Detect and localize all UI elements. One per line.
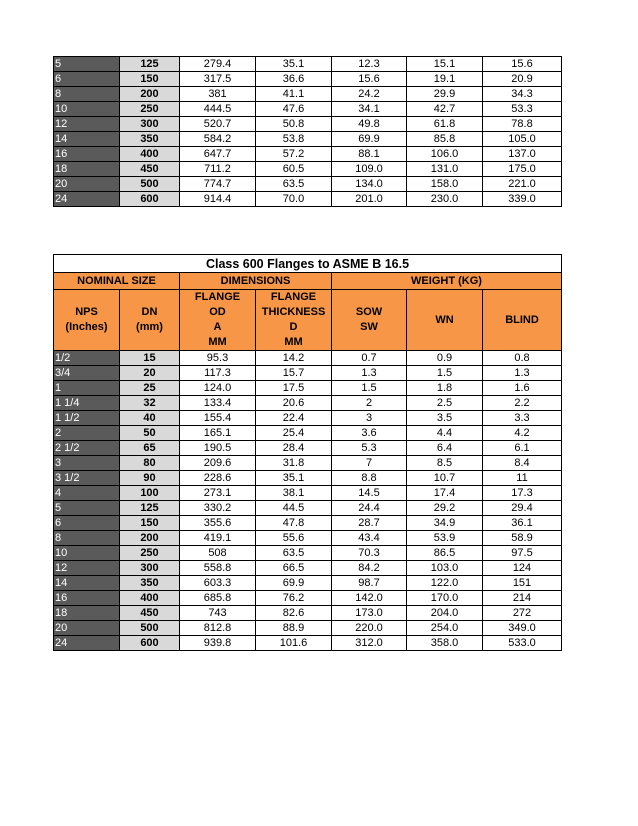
table-cell: 16	[54, 591, 120, 606]
table-cell: 40	[120, 411, 180, 426]
table-cell: 34.9	[407, 516, 483, 531]
table-cell: 355.6	[180, 516, 256, 531]
table-cell: 0.9	[407, 351, 483, 366]
table-cell: 134.0	[332, 177, 407, 192]
table-row	[54, 516, 562, 531]
table-cell: 28.4	[256, 441, 332, 456]
table-body	[54, 57, 562, 207]
table-cell: 584.2	[180, 132, 256, 147]
table-cell: 173.0	[332, 606, 407, 621]
table-cell: 101.6	[256, 636, 332, 651]
table-cell: 78.8	[483, 117, 562, 132]
table-cell: 14.5	[332, 486, 407, 501]
table-cell: 88.9	[256, 621, 332, 636]
table-cell: 34.3	[483, 87, 562, 102]
table-row	[54, 102, 562, 117]
table-row	[54, 132, 562, 147]
table-cell: 520.7	[180, 117, 256, 132]
table-cell: 350	[120, 132, 180, 147]
table-cell: 18	[54, 162, 120, 177]
table-title: Class 600 Flanges to ASME B 16.5	[54, 255, 562, 273]
table-cell: 158.0	[407, 177, 483, 192]
table-cell: 97.5	[483, 546, 562, 561]
table-cell: 209.6	[180, 456, 256, 471]
table-row	[54, 381, 562, 396]
table-cell: 2.2	[483, 396, 562, 411]
header-line: (Inches)	[65, 321, 108, 333]
table-cell: 1/2	[54, 351, 120, 366]
table-cell: 36.1	[483, 516, 562, 531]
table-cell: 419.1	[180, 531, 256, 546]
table-cell: 14	[54, 576, 120, 591]
table-cell: 317.5	[180, 72, 256, 87]
table-cell: 12	[54, 561, 120, 576]
nps-column-header	[54, 290, 120, 351]
table-cell: 558.8	[180, 561, 256, 576]
table-cell: 300	[120, 561, 180, 576]
table-cell: 2	[54, 426, 120, 441]
table-cell: 381	[180, 87, 256, 102]
table-cell: 4	[54, 486, 120, 501]
table-cell: 7	[332, 456, 407, 471]
header-line: D	[289, 321, 298, 333]
table-row	[54, 87, 562, 102]
table-cell: 254.0	[407, 621, 483, 636]
table-cell: 272	[483, 606, 562, 621]
table-cell: 105.0	[483, 132, 562, 147]
table-cell: 15	[120, 351, 180, 366]
table-cell: 500	[120, 177, 180, 192]
table-cell: 214	[483, 591, 562, 606]
table-cell: 106.0	[407, 147, 483, 162]
wn-column-header: WN	[407, 290, 483, 351]
table-cell: 450	[120, 162, 180, 177]
table-row	[54, 531, 562, 546]
table-cell: 6.4	[407, 441, 483, 456]
table-cell: 17.5	[256, 381, 332, 396]
table-cell: 125	[120, 501, 180, 516]
table-cell: 8.8	[332, 471, 407, 486]
table-cell: 47.6	[256, 102, 332, 117]
table-cell: 204.0	[407, 606, 483, 621]
table-cell: 170.0	[407, 591, 483, 606]
table-cell: 743	[180, 606, 256, 621]
table-cell: 450	[120, 606, 180, 621]
table-cell: 58.9	[483, 531, 562, 546]
table-cell: 25.4	[256, 426, 332, 441]
table-cell: 142.0	[332, 591, 407, 606]
table-cell: 6	[54, 72, 120, 87]
table-cell: 4.2	[483, 426, 562, 441]
table-cell: 10.7	[407, 471, 483, 486]
table-cell: 50.8	[256, 117, 332, 132]
table-cell: 600	[120, 192, 180, 207]
table-cell: 200	[120, 531, 180, 546]
table-row	[54, 351, 562, 366]
header-line: OD	[209, 306, 226, 318]
table-cell: 201.0	[332, 192, 407, 207]
table-cell: 200	[120, 87, 180, 102]
table-cell: 124.0	[180, 381, 256, 396]
table-cell: 70.0	[256, 192, 332, 207]
table-cell: 812.8	[180, 621, 256, 636]
table-cell: 24.4	[332, 501, 407, 516]
table-row	[54, 636, 562, 651]
table-row	[54, 177, 562, 192]
table-cell: 66.5	[256, 561, 332, 576]
table-row	[54, 426, 562, 441]
table-cell: 11	[483, 471, 562, 486]
table-cell: 47.8	[256, 516, 332, 531]
table-cell: 190.5	[180, 441, 256, 456]
table-cell: 29.2	[407, 501, 483, 516]
header-line: NPS	[75, 306, 98, 318]
nominal-size-header: NOMINAL SIZE	[54, 273, 180, 290]
table-cell: 55.6	[256, 531, 332, 546]
table-cell: 117.3	[180, 366, 256, 381]
table-cell: 14	[54, 132, 120, 147]
table-row	[54, 411, 562, 426]
table-cell: 155.4	[180, 411, 256, 426]
table-cell: 228.6	[180, 471, 256, 486]
table-cell: 6	[54, 516, 120, 531]
table-cell: 300	[120, 117, 180, 132]
table-cell: 76.2	[256, 591, 332, 606]
table-cell: 125	[120, 57, 180, 72]
table-cell: 0.8	[483, 351, 562, 366]
table-cell: 22.4	[256, 411, 332, 426]
table-cell: 400	[120, 591, 180, 606]
class-table-top	[53, 56, 562, 207]
table-cell: 8.4	[483, 456, 562, 471]
table-cell: 122.0	[407, 576, 483, 591]
table-cell: 0.7	[332, 351, 407, 366]
table-cell: 339.0	[483, 192, 562, 207]
table-cell: 350	[120, 576, 180, 591]
table-cell: 508	[180, 546, 256, 561]
table-cell: 330.2	[180, 501, 256, 516]
table-cell: 151	[483, 576, 562, 591]
table-cell: 50	[120, 426, 180, 441]
table-row	[54, 441, 562, 456]
dn-column-header	[120, 290, 180, 351]
table-cell: 25	[120, 381, 180, 396]
table-cell: 16	[54, 147, 120, 162]
class-600-flanges-table	[53, 254, 562, 651]
table-row	[54, 366, 562, 381]
table-cell: 53.8	[256, 132, 332, 147]
table-cell: 10	[54, 546, 120, 561]
table-cell: 109.0	[332, 162, 407, 177]
table-cell: 69.9	[332, 132, 407, 147]
table-cell: 150	[120, 516, 180, 531]
table-cell: 533.0	[483, 636, 562, 651]
table-cell: 6.1	[483, 441, 562, 456]
table-cell: 939.8	[180, 636, 256, 651]
table-cell: 8	[54, 531, 120, 546]
table-cell: 1 1/4	[54, 396, 120, 411]
table-cell: 63.5	[256, 177, 332, 192]
table-cell: 3	[54, 456, 120, 471]
table-row	[54, 456, 562, 471]
table-cell: 41.1	[256, 87, 332, 102]
table-row	[54, 72, 562, 87]
table-row	[54, 501, 562, 516]
table-cell: 647.7	[180, 147, 256, 162]
table-cell: 133.4	[180, 396, 256, 411]
table-cell: 15.6	[332, 72, 407, 87]
table-cell: 358.0	[407, 636, 483, 651]
table-cell: 63.5	[256, 546, 332, 561]
table-row	[54, 117, 562, 132]
table-cell: 20.9	[483, 72, 562, 87]
table-cell: 15.6	[483, 57, 562, 72]
table-cell: 400	[120, 147, 180, 162]
header-line: MM	[284, 336, 303, 348]
table-cell: 20	[54, 177, 120, 192]
table-cell: 69.9	[256, 576, 332, 591]
header-line: A	[213, 321, 222, 333]
table-cell: 18	[54, 606, 120, 621]
table-cell: 31.8	[256, 456, 332, 471]
table-cell: 3/4	[54, 366, 120, 381]
table-cell: 711.2	[180, 162, 256, 177]
sow-column-header	[332, 290, 407, 351]
table-row	[54, 162, 562, 177]
table-cell: 150	[120, 72, 180, 87]
table-cell: 42.7	[407, 102, 483, 117]
table-row	[54, 57, 562, 72]
table-row	[54, 576, 562, 591]
table-cell: 100	[120, 486, 180, 501]
table-cell: 90	[120, 471, 180, 486]
table-cell: 137.0	[483, 147, 562, 162]
table-row	[54, 621, 562, 636]
table-cell: 230.0	[407, 192, 483, 207]
table-cell: 1.3	[483, 366, 562, 381]
table-row	[54, 561, 562, 576]
header-line: FLANGE	[270, 291, 317, 303]
table-cell: 35.1	[256, 471, 332, 486]
table-row	[54, 486, 562, 501]
table-cell: 5	[54, 501, 120, 516]
table-cell: 84.2	[332, 561, 407, 576]
table-cell: 88.1	[332, 147, 407, 162]
table-cell: 34.1	[332, 102, 407, 117]
table-cell: 444.5	[180, 102, 256, 117]
table-row	[54, 192, 562, 207]
table-cell: 17.3	[483, 486, 562, 501]
table-cell: 15.7	[256, 366, 332, 381]
table-cell: 103.0	[407, 561, 483, 576]
table-cell: 349.0	[483, 621, 562, 636]
table-cell: 4.4	[407, 426, 483, 441]
table-cell: 685.8	[180, 591, 256, 606]
table-cell: 1.3	[332, 366, 407, 381]
table-cell: 221.0	[483, 177, 562, 192]
table-body	[54, 351, 562, 651]
blind-column-header: BLIND	[483, 290, 562, 351]
table-cell: 24	[54, 636, 120, 651]
table-cell: 250	[120, 102, 180, 117]
table-cell: 57.2	[256, 147, 332, 162]
table-cell: 20	[54, 621, 120, 636]
table-cell: 29.4	[483, 501, 562, 516]
dimensions-header: DIMENSIONS	[180, 273, 332, 290]
table-cell: 279.4	[180, 57, 256, 72]
table-cell: 53.3	[483, 102, 562, 117]
table-cell: 131.0	[407, 162, 483, 177]
header-line: FLANGE	[194, 291, 241, 303]
table-cell: 82.6	[256, 606, 332, 621]
table-cell: 3	[332, 411, 407, 426]
table-cell: 1.8	[407, 381, 483, 396]
table-cell: 43.4	[332, 531, 407, 546]
table-cell: 1 1/2	[54, 411, 120, 426]
table-cell: 600	[120, 636, 180, 651]
header-line: (mm)	[136, 321, 163, 333]
table-cell: 8.5	[407, 456, 483, 471]
table-row	[54, 396, 562, 411]
table-cell: 8	[54, 87, 120, 102]
table-cell: 36.6	[256, 72, 332, 87]
table-cell: 98.7	[332, 576, 407, 591]
table-cell: 1	[54, 381, 120, 396]
weight-header: WEIGHT (KG)	[332, 273, 562, 290]
table-cell: 2	[332, 396, 407, 411]
table-row	[54, 546, 562, 561]
table-cell: 20	[120, 366, 180, 381]
flange-od-column-header	[180, 290, 256, 351]
table-cell: 175.0	[483, 162, 562, 177]
table-cell: 12	[54, 117, 120, 132]
table-cell: 3 1/2	[54, 471, 120, 486]
table-row	[54, 147, 562, 162]
table-cell: 500	[120, 621, 180, 636]
table-cell: 29.9	[407, 87, 483, 102]
table-cell: 2.5	[407, 396, 483, 411]
table-cell: 32	[120, 396, 180, 411]
table-cell: 20.6	[256, 396, 332, 411]
table-row	[54, 606, 562, 621]
table-cell: 61.8	[407, 117, 483, 132]
header-line: MM	[208, 336, 227, 348]
table-cell: 603.3	[180, 576, 256, 591]
table-cell: 70.3	[332, 546, 407, 561]
table-cell: 49.8	[332, 117, 407, 132]
table-cell: 2 1/2	[54, 441, 120, 456]
table-cell: 44.5	[256, 501, 332, 516]
table-cell: 53.9	[407, 531, 483, 546]
table-cell: 24	[54, 192, 120, 207]
table-cell: 35.1	[256, 57, 332, 72]
table-cell: 80	[120, 456, 180, 471]
table-row	[54, 471, 562, 486]
table-cell: 1.6	[483, 381, 562, 396]
table-cell: 19.1	[407, 72, 483, 87]
table-cell: 273.1	[180, 486, 256, 501]
table-cell: 165.1	[180, 426, 256, 441]
table-cell: 12.3	[332, 57, 407, 72]
table-cell: 1.5	[407, 366, 483, 381]
table-cell: 124	[483, 561, 562, 576]
header-line: DN	[141, 306, 158, 318]
table-cell: 85.8	[407, 132, 483, 147]
table-cell: 5	[54, 57, 120, 72]
table-cell: 3.3	[483, 411, 562, 426]
table-cell: 1.5	[332, 381, 407, 396]
table-cell: 24.2	[332, 87, 407, 102]
header-line: THICKNESS	[261, 306, 326, 318]
table-cell: 95.3	[180, 351, 256, 366]
table-cell: 3.6	[332, 426, 407, 441]
table-cell: 220.0	[332, 621, 407, 636]
table-cell: 10	[54, 102, 120, 117]
header-line: SOW	[355, 306, 383, 318]
table-cell: 60.5	[256, 162, 332, 177]
table-cell: 250	[120, 546, 180, 561]
table-cell: 312.0	[332, 636, 407, 651]
table-cell: 28.7	[332, 516, 407, 531]
table-cell: 86.5	[407, 546, 483, 561]
table-row	[54, 591, 562, 606]
table-cell: 15.1	[407, 57, 483, 72]
flange-thickness-column-header	[256, 290, 332, 351]
table-cell: 17.4	[407, 486, 483, 501]
table-cell: 914.4	[180, 192, 256, 207]
table-cell: 65	[120, 441, 180, 456]
table-cell: 774.7	[180, 177, 256, 192]
table-cell: 5.3	[332, 441, 407, 456]
table-cell: 14.2	[256, 351, 332, 366]
table-cell: 38.1	[256, 486, 332, 501]
table-cell: 3.5	[407, 411, 483, 426]
header-line: SW	[360, 321, 378, 333]
